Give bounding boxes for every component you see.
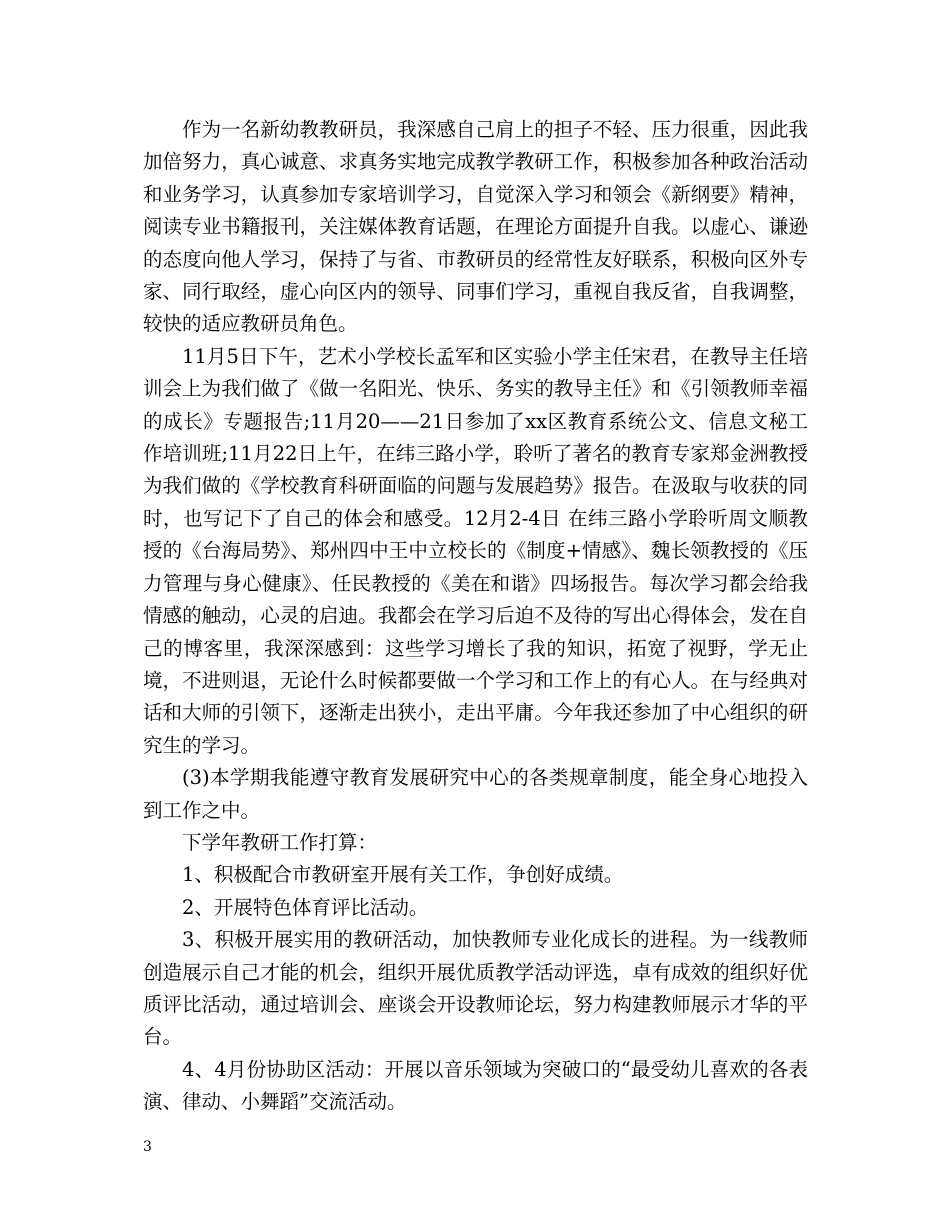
paragraph-plan-item-1: 1、积极配合市教研室开展有关工作，争创好成绩。: [182, 863, 624, 887]
paragraph-plan-item-3: 3、积极开展实用的教研活动，加快教师专业化成长的进程。为一线教师创造展示自己才能的机会，组织开展优质教学活动评选，卓有成效的组织好优质评比活动，通过培训会、座谈会开设教师论坛，努力构建教师展示才华的平台。: [143, 928, 808, 1049]
document-body: [143, 114, 808, 1119]
paragraph-intro: 作为一名新幼教教研员，我深感自己肩上的担子不轻、压力很重，因此我加倍努力，真心诚意、求真务实地完成教学教研工作，积极参加各种政治活动和业务学习，认真参加专家培训学习，自觉深入学习和领会《新纲要》精神，阅读专业书籍报刊，关注媒体教育话题，在理论方面提升自我。以虚心、谦逊的态度向他人学习，保持了与省、市教研员的经常性友好联系，积极向区外专家、同行取经，虚心向区内的领导、同事们学习，重视自我反省，自我调整，较快的适应教研员角色。: [143, 118, 808, 336]
paragraph-training-reports: 11月5日下午，艺术小学校长孟军和区实验小学主任宋君，在教导主任培训会上为我们做了《做一名阳光、快乐、务实的教导主任》和《引领教师幸福的成长》专题报告;11月20——21日参加了xx区教育系统公文、信息文秘工作培训班;11月22日上午，在纬三路小学，聆听了著名的教育专家郑金洲教授为我们做的《学校教育科研面临的问题与发展趋势》报告。在汲取与收获的同时，也写记下了自己的体会和感受。12月2-4日 在纬三路小学聆听周文顺教授的《台海局势》、郑州四中王中立校长的《制度+情感》、魏长领教授的《压力管理与身心健康》、任民教授的《美在和谐》四场报告。每次学习都会给我情感的触动，心灵的启迪。我都会在学习后迫不及待的写出心得体会，发在自己的博客里，我深深感到：这些学习增长了我的知识，拓宽了视野，学无止境，不进则退，无论什么时候都要做一个学习和工作上的有心人。在与经典对话和大师的引领下，逐渐走出狭小，走出平庸。今年我还参加了中心组织的研究生的学习。: [143, 344, 808, 757]
paragraph-plan-item-2: 2、开展特色体育评比活动。: [182, 895, 429, 919]
paragraph-plan-item-4: 4、4月份协助区活动：开展以音乐领域为突破口的“最受幼儿喜欢的各表演、律动、小舞蹈”交流活动。: [143, 1057, 808, 1114]
page-number: 3: [143, 1139, 152, 1155]
paragraph-plan-heading: 下学年教研工作打算：: [182, 830, 378, 854]
paragraph-rules: (3)本学期我能遵守教育发展研究中心的各类规章制度，能全身心地投入到工作之中。: [143, 766, 808, 822]
